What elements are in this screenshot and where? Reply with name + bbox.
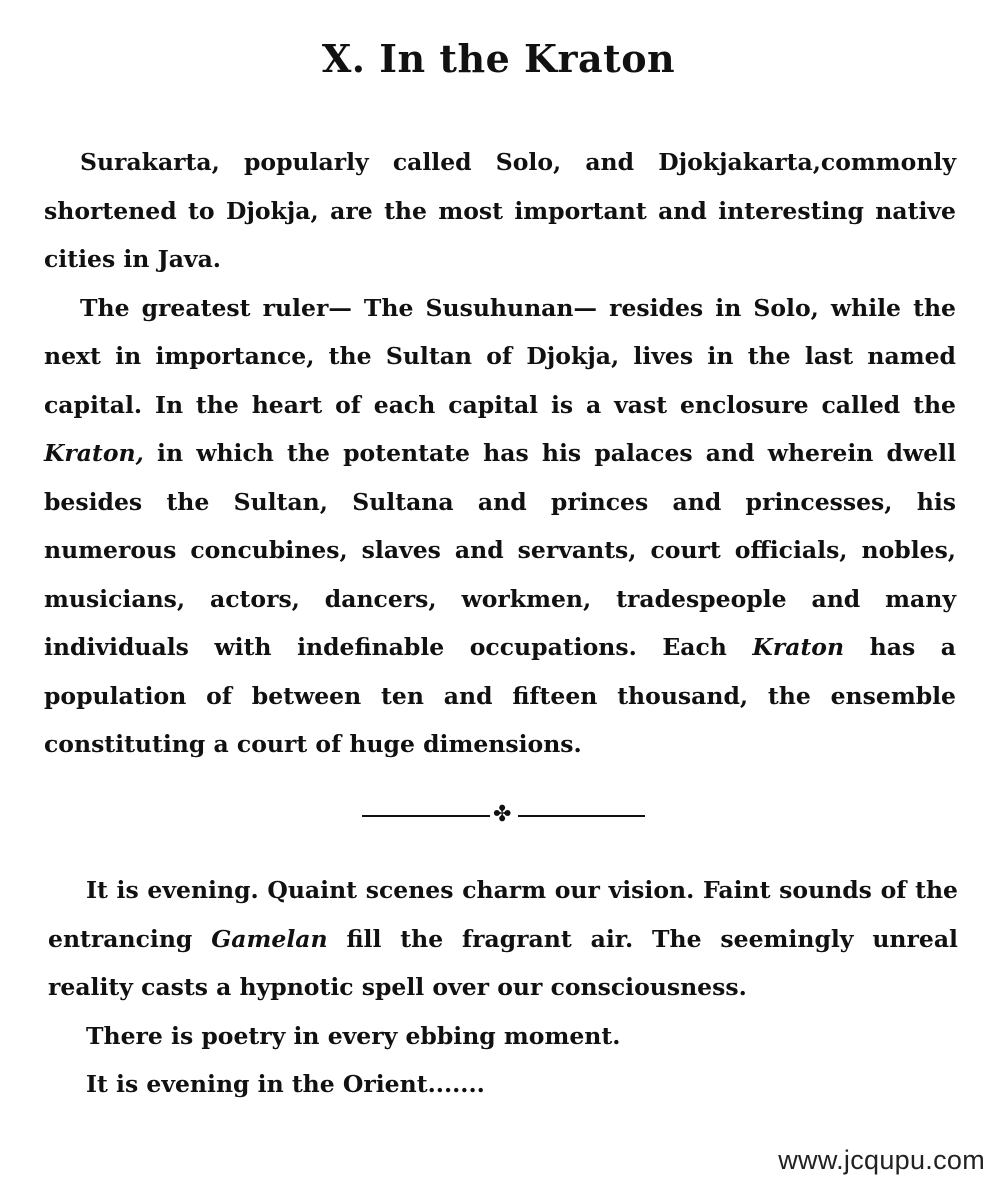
paragraph-poetry: There is poetry in every ebbing moment. xyxy=(86,1021,621,1050)
paragraph-kraton-text-3: has a population of between ten and fifteen thousand, the ensemble constituting a court of huge dimensions. xyxy=(44,633,956,758)
paragraph-kraton-text-1: The greatest ruler— The Susuhunan— resides in Solo, while the next in importance, the Sultan of Djokja, lives in the last named capital. In the heart of each capital is a vast enclosure called the xyxy=(44,293,956,419)
term-gamelan: Gamelan xyxy=(211,924,328,953)
divider-ornament-icon: ✤ xyxy=(493,802,512,827)
watermark: www.jcqupu.com xyxy=(778,1145,985,1175)
paragraph-evening-text-2: fill the fragrant air. The seemingly unreal reality casts a hypnotic spell over our consciousness. xyxy=(48,924,958,1001)
term-kraton-2: Kraton xyxy=(752,633,845,661)
divider-line-right xyxy=(518,815,645,817)
paragraph-orient: It is evening in the Orient....... xyxy=(86,1070,485,1098)
section-evening xyxy=(48,866,958,1109)
divider-line-left xyxy=(362,815,490,817)
paragraph-kraton xyxy=(44,284,956,769)
section-intro xyxy=(44,138,956,769)
paragraph-evening-text-1: It is evening. Quaint scenes charm our vision. Faint sounds of the entrancing xyxy=(48,876,958,953)
chapter-title: X. In the Kraton xyxy=(321,36,676,81)
paragraph-kraton-text-2: in which the potentate has his palaces and wherein dwell besides the Sultan, Sultana and princes and princesses, his numerous concubines, slaves and servants, court officials, nobles, musicians, actors, dancers, workmen, tradespeople and many individuals with indefinable occupations. Each xyxy=(44,439,956,661)
term-kraton: Kraton, xyxy=(44,439,144,467)
paragraph-evening xyxy=(48,866,958,1012)
section-divider xyxy=(362,802,645,827)
paragraph-surakarta: Surakarta, popularly called Solo, and Djokjakarta,commonly shortened to Djokja, are the most important and interesting native cities in Java. xyxy=(44,148,956,273)
